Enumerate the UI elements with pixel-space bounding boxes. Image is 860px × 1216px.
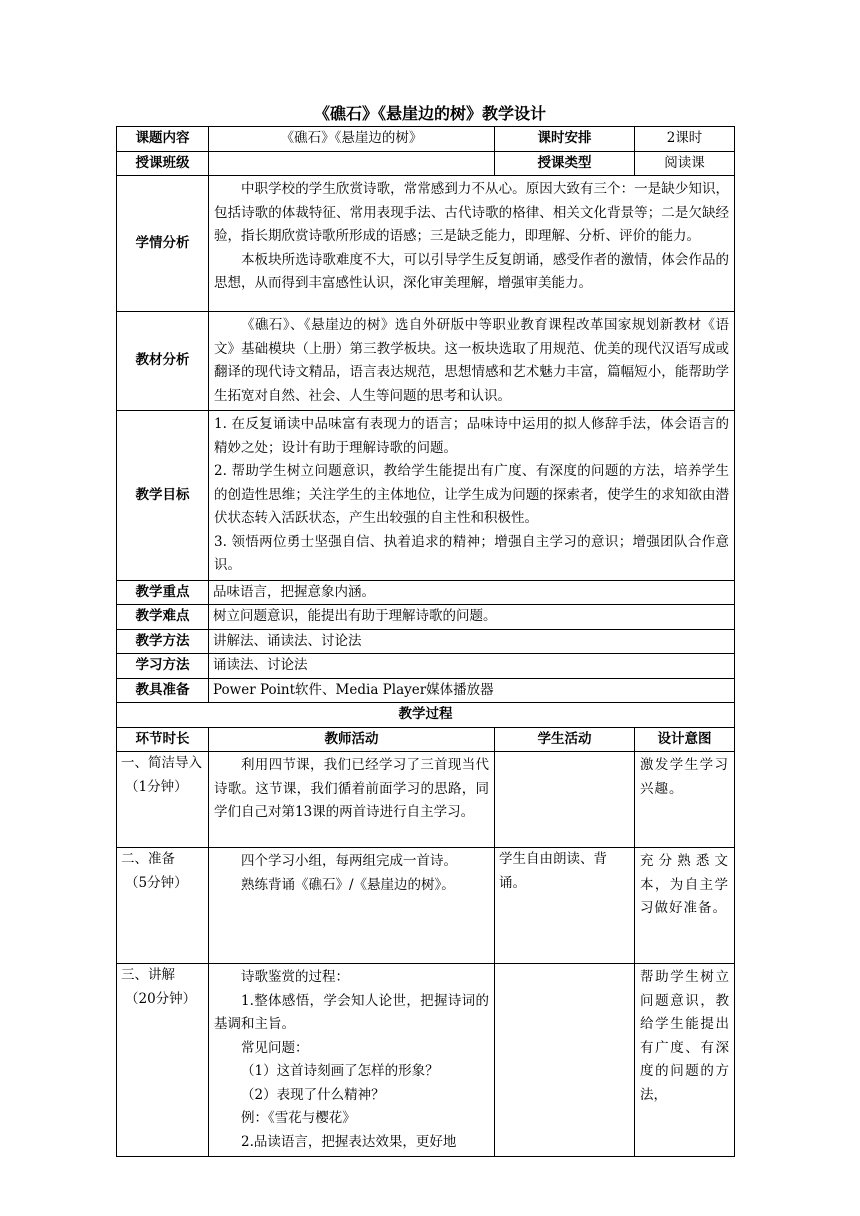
goal-item: 1. 在反复诵读中品味富有表现力的语言；品味诗中运用的拟人修辞手法，体会语言的精妙之处；设计有助于理解诗歌的问题。 <box>214 416 729 456</box>
design-intent-cell <box>635 752 735 848</box>
stage-time: （1分钟） <box>125 778 188 795</box>
process-title: 教学过程 <box>117 703 735 728</box>
student-activity-cell <box>495 752 635 848</box>
document-title: 《礁石》《悬崖边的树》教学设计 <box>313 104 546 123</box>
teacher-activity-line: （2）表现了什么精神？ <box>241 1086 385 1103</box>
process-header-student: 学生活动 <box>495 727 635 752</box>
design-intent-text: 帮助学生树立问题意识，教给学生能提出有广度、有深度的问题的方法， <box>640 969 729 1103</box>
process-header-teacher: 教师活动 <box>209 727 495 752</box>
teacher-activity-line: 常见问题： <box>241 1039 309 1056</box>
tools-label: 教具准备 <box>117 678 209 703</box>
tools-value: Power Point软件、Media Player媒体播放器 <box>209 678 735 703</box>
stage-time: （20分钟） <box>125 990 197 1007</box>
class-label: 授课班级 <box>117 151 209 176</box>
teacher-activity-cell <box>209 848 495 964</box>
type-value: 阅读课 <box>635 151 735 176</box>
goal-item: 3. 领悟两位勇士坚强自信、执着追求的精神；增强自主学习的意识；增强团队合作意识。 <box>214 533 729 573</box>
student-analysis-p2: 本板块所选诗歌难度不大，可以引导学生反复朗诵，感受作者的激情，体会作品的思想，从而得到丰富感性认识，深化审美理解，增强审美能力。 <box>214 251 729 291</box>
stage-name: 一、简洁导入 <box>121 755 202 771</box>
teacher-activity-line: 诗歌鉴赏的过程： <box>241 969 349 985</box>
teacher-activity-text: 四个学习小组，每两组完成一首诗。 <box>241 853 457 869</box>
teacher-activity-text: 熟练背诵《礁石》/《悬崖边的树》。 <box>241 876 455 893</box>
learn-method-value: 诵读法、讨论法 <box>209 654 735 679</box>
teacher-activity-cell <box>209 964 495 1157</box>
difficulty-value: 树立问题意识，能提出有助于理解诗歌的问题。 <box>209 605 735 630</box>
focus-value: 品味语言，把握意象内涵。 <box>209 580 735 605</box>
hours-label: 课时安排 <box>495 127 635 152</box>
process-stage-cell <box>117 848 209 964</box>
stage-time: （5分钟） <box>125 874 188 891</box>
teacher-activity-cell <box>209 752 495 848</box>
process-stage-cell <box>117 752 209 848</box>
method-label: 教学方法 <box>117 629 209 654</box>
method-value: 讲解法、诵读法、讨论法 <box>209 629 735 654</box>
teacher-activity-line: 例：《雪花与樱花》 <box>241 1110 356 1126</box>
design-intent-text: 激发学生学习兴趣。 <box>640 757 729 797</box>
goal-item: 2. 帮助学生树立问题意识，教给学生能提出有广度、有深度的问题的方法，培养学生的创造性思维；关注学生的主体地位，让学生成为问题的探索者，使学生的求知欲由潜伏状态转入活跃状态，产生出较强的自主性和积极性。 <box>214 463 729 526</box>
student-analysis-label: 学情分析 <box>117 176 209 312</box>
student-analysis-content <box>209 176 735 312</box>
process-stage-cell <box>117 964 209 1157</box>
stage-name: 二、准备 <box>121 851 175 867</box>
teacher-activity-line: 2.品读语言，把握表达效果，更好地 <box>241 1133 457 1150</box>
material-analysis-content <box>209 312 735 411</box>
difficulty-label: 教学难点 <box>117 605 209 630</box>
learn-method-label: 学习方法 <box>117 654 209 679</box>
design-intent-cell <box>635 848 735 964</box>
material-analysis-p1: 《礁石》、《悬崖边的树》选自外研版中等职业教育课程改革国家规划新教材《语文》基础模块（上册）第三教学板块。这一板块选取了用规范、优美的现代汉语写成或翻译的现代诗文精品，语言表达规范，思想情感和艺术魅力丰富，篇幅短小，能帮助学生拓宽对自然、社会、人生等问题的思考和认识。 <box>214 317 729 404</box>
course-value: 《礁石》《悬崖边的树》 <box>209 127 495 152</box>
student-analysis-p1: 中职学校的学生欣赏诗歌，常常感到力不从心。原因大致有三个：一是缺少知识，包括诗歌的体裁特征、常用表现手法、古代诗歌的格律、相关文化背景等；二是欠缺经验，指长期欣赏诗歌所形成的语感；三是缺乏能力，即理解、分析、评价的能力。 <box>214 181 729 244</box>
hours-value: 2课时 <box>635 127 735 152</box>
process-header-stage: 环节时长 <box>117 727 209 752</box>
process-header-intent: 设计意图 <box>635 727 735 752</box>
goals-label: 教学目标 <box>117 411 209 581</box>
material-analysis-label: 教材分析 <box>117 312 209 411</box>
teacher-activity-line: 1.整体感悟，学会知人论世，把握诗词的基调和主旨。 <box>214 992 489 1032</box>
teacher-activity-line: （1）这首诗刻画了怎样的形象？ <box>241 1063 439 1079</box>
student-activity-cell <box>495 964 635 1157</box>
teacher-activity-text: 利用四节课，我们已经学习了三首现当代诗歌。这节课，我们循着前面学习的思路，同学们自己对第13课的两首诗进行自主学习。 <box>214 757 489 820</box>
design-intent-text: 充分熟悉文本，为自主学习做好准备。 <box>640 853 729 916</box>
stage-name: 三、讲解 <box>121 967 175 983</box>
student-activity-cell: 学生自由朗读、背诵。 <box>495 848 635 964</box>
course-label: 课题内容 <box>117 127 209 152</box>
focus-label: 教学重点 <box>117 580 209 605</box>
class-value <box>209 151 495 176</box>
lesson-plan-table <box>116 126 735 1157</box>
design-intent-cell <box>635 964 735 1157</box>
goals-content <box>209 411 735 581</box>
type-label: 授课类型 <box>495 151 635 176</box>
